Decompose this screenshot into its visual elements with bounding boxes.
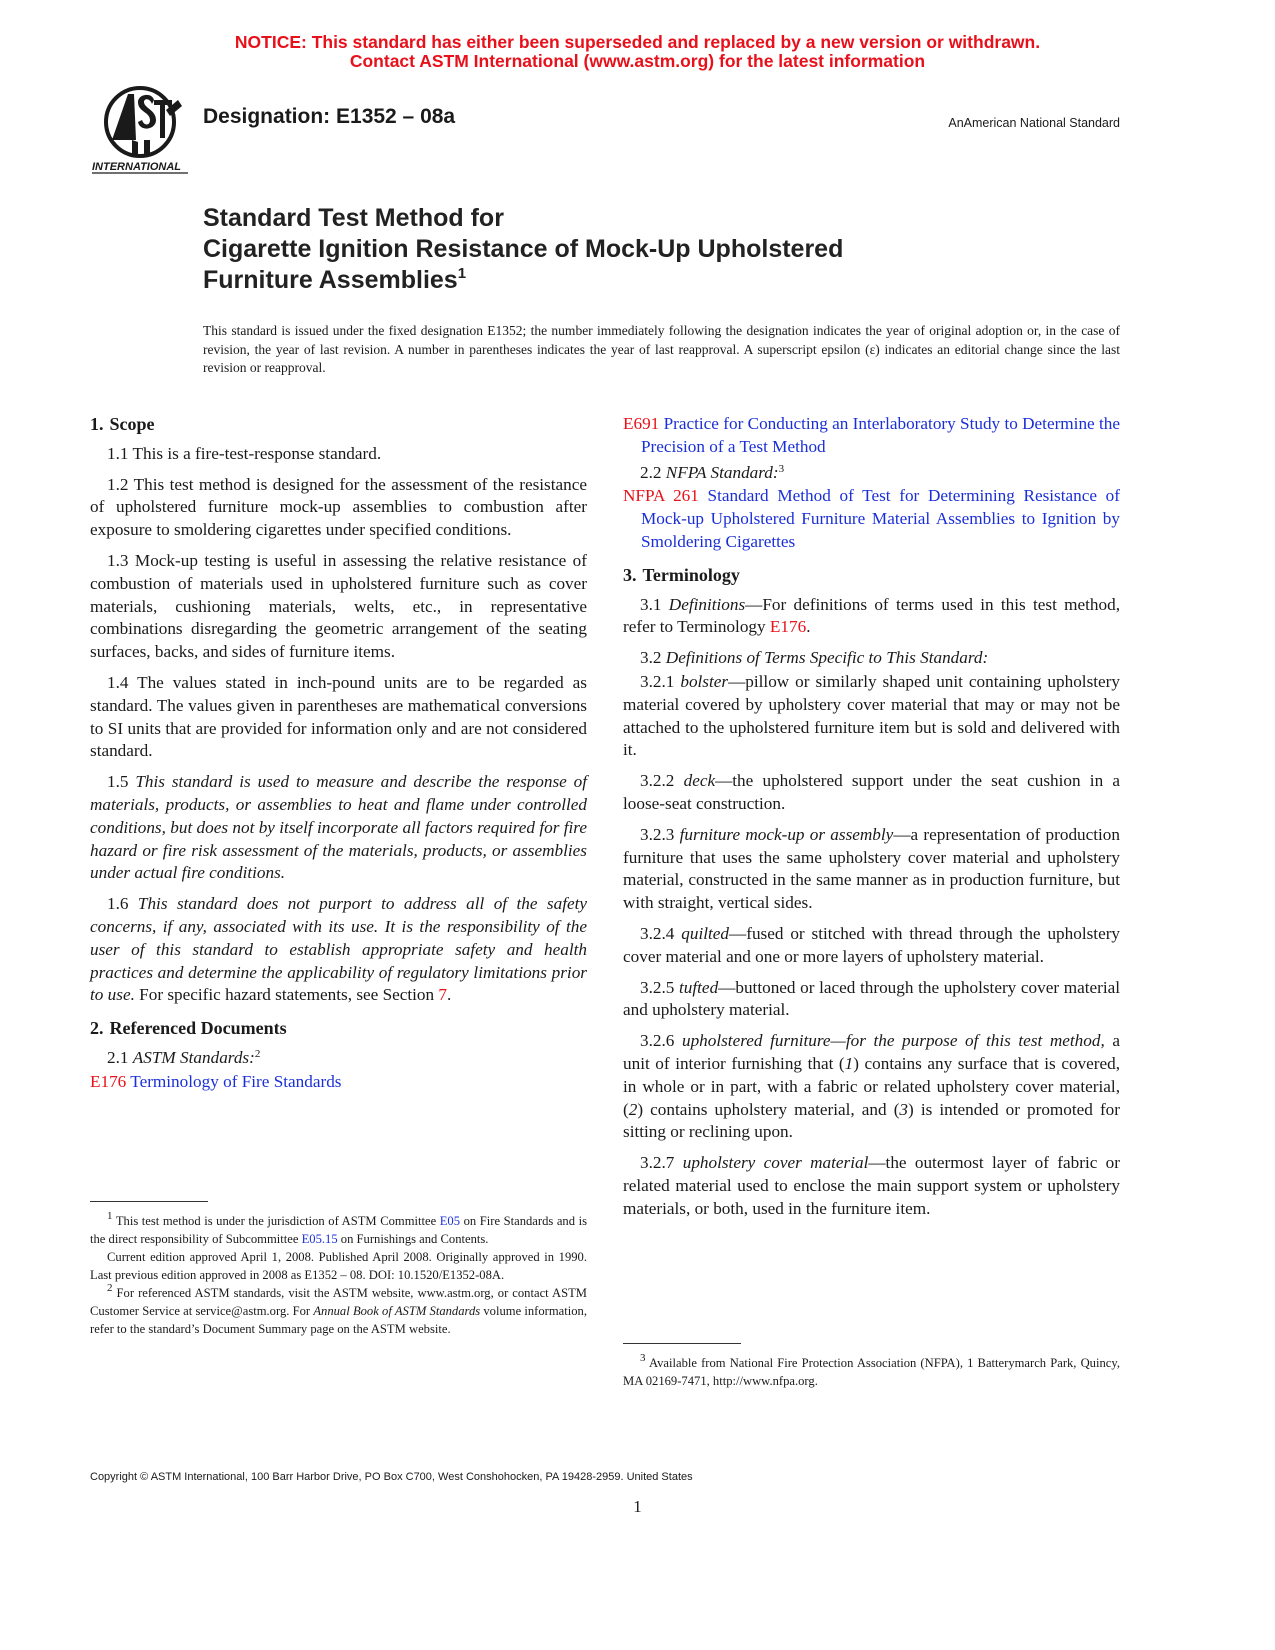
astm-logo bbox=[92, 80, 196, 180]
paragraph-3-2: 3.2 Definitions of Terms Specific to This Standard: bbox=[640, 648, 989, 668]
section-heading-scope: 1. Scope bbox=[90, 414, 155, 434]
paragraph-3-2-2: 3.2.2 deck—the upholstered support under the seat cushion in a loose-seat construction. bbox=[623, 771, 1120, 813]
e05-link[interactable]: E05 bbox=[439, 1214, 461, 1228]
reference-nfpa-261 bbox=[623, 485, 1120, 553]
issued-note: This standard is issued under the fixed designation E1352; the number immediately following the designation indicates the year of original adoption or, in the case of revision, the year of last revision. A number in parentheses indicates the year of last reapproval. A superscript epsilon (ε) indicates an editorial change since the last revision or reapproval. bbox=[203, 323, 1120, 375]
logo-international-text: INTERNATIONAL bbox=[92, 161, 182, 173]
paragraph-3-2-6: 3.2.6 upholstered furniture—for the purpose of this test method, a unit of interior furnishing that (1) contains any surface that is covered, in whole or in part, with a fabric or related upholstery cover material, (2) contains upholstery material, and (3) is intended or promoted for sitting or reclining upon. bbox=[623, 1031, 1121, 1142]
title-line-2: Cigarette Ignition Resistance of Mock-Up Upholstered bbox=[203, 235, 844, 263]
paragraph-3-2-1: 3.2.1 bolster—pillow or similarly shaped unit containing upholstery material covered by upholstery cover material that may or may not be attached to the upholstered furniture item but is sold and delivered with it. bbox=[623, 671, 1120, 760]
e691-title-link[interactable]: Practice for Conducting an Interlaboratory Study to Determine the Precision of a Test Method bbox=[641, 414, 1120, 456]
paragraph-2-1: 2.1 ASTM Standards:$^2$ bbox=[107, 1047, 261, 1067]
paragraph-3-1: 3.1 Definitions—For definitions of terms used in this test method, refer to Terminology E176. bbox=[623, 594, 1120, 637]
american-national-standard: AnAmerican National Standard bbox=[948, 116, 1120, 130]
footnote-3: $^3$ Available from National Fire Protection Association (NFPA), 1 Batterymarch Park, Quincy, MA 02169-7471, http://www.nfpa.org. bbox=[623, 1352, 1120, 1388]
section-heading-terminology: 3. Terminology bbox=[623, 564, 740, 585]
nfpa-261-link[interactable]: NFPA 261 bbox=[623, 486, 699, 506]
right-column bbox=[623, 413, 1120, 1229]
paragraph-3-2-5: 3.2.5 tufted—buttoned or laced through the upholstery cover material and upholstery material. bbox=[623, 977, 1121, 1020]
e176-term-link[interactable]: E176 bbox=[769, 617, 807, 637]
footnote-rule-right bbox=[623, 1343, 741, 1344]
footnotes-left bbox=[90, 1210, 587, 1339]
designation: Designation: E1352 – 08a bbox=[203, 105, 456, 128]
supersede-notice bbox=[0, 33, 1275, 71]
section-7-link[interactable]: 7 bbox=[438, 985, 448, 1005]
footnotes-right bbox=[623, 1352, 1120, 1391]
title-line-1: Standard Test Method for bbox=[203, 204, 504, 232]
document-title bbox=[203, 203, 1103, 296]
reference-e176 bbox=[90, 1071, 587, 1094]
e176-title-link[interactable]: Terminology of Fire Standards bbox=[126, 1071, 342, 1091]
paragraph-3-2-3: 3.2.3 furniture mock-up or assembly—a representation of production furniture that uses the same upholstery cover material and upholstery material, constructed in the same manner as in production furniture, but with straight, vertical sides. bbox=[623, 824, 1120, 913]
notice-line-1: NOTICE: This standard has either been superseded and replaced by a new version or withdrawn. bbox=[234, 32, 1041, 52]
paragraph-1-5: 1.5 This standard is used to measure and describe the response of materials, products, or assemblies to heat and flame under controlled conditions, but does not by itself incorporate all factors required for fire hazard or fire risk assessment of the materials, products, or assemblies under actual fire conditions. bbox=[90, 772, 588, 883]
e691-link[interactable]: E691 bbox=[623, 414, 660, 433]
section-heading-referenced-documents: 2. Referenced Documents bbox=[90, 1018, 287, 1039]
paragraph-3-2-7: 3.2.7 upholstery cover material—the outermost layer of fabric or related material used to enclose the main support system or upholstery materials, or both, used in the furniture item. bbox=[623, 1153, 1120, 1218]
notice-line-2: Contact ASTM International (www.astm.org) for the latest information bbox=[349, 51, 926, 71]
footnote-2: $^2$ For referenced ASTM standards, visit the ASTM website, www.astm.org, or contact ASTM Customer Service at service@astm.org. For Annual Book of ASTM Standards volume information, refer to the standard’s Document Summary page on the ASTM website. bbox=[90, 1282, 587, 1336]
nfpa-261-title-link[interactable]: Standard Method of Test for Determining Resistance of Mock-up Upholstered Furniture Material Assemblies to Ignition by Smoldering Cigarettes bbox=[641, 486, 1120, 551]
left-column bbox=[90, 413, 587, 1097]
page-number: 1 bbox=[633, 1497, 642, 1516]
reference-e691 bbox=[623, 413, 1120, 459]
title-footnote-mark: 1 bbox=[457, 265, 467, 282]
paragraph-2-2: 2.2 NFPA Standard:$^3$ bbox=[640, 462, 785, 482]
paragraph-3-2-4: 3.2.4 quilted—fused or stitched with thread through the upholstery cover material and one or more layers of upholstery material. bbox=[623, 923, 1121, 966]
title-line-3: Furniture Assemblies$^1$ bbox=[203, 265, 467, 294]
paragraph-1-3: 1.3 Mock-up testing is useful in assessing the relative resistance of combustion of materials used in upholstered furniture such as cover materials, cushioning materials, welts, etc., in representative combinations disregarding the geometric arrangement of the seating surfaces, backs, and sides of furniture items. bbox=[90, 550, 587, 662]
footnote-1-edition: Current edition approved April 1, 2008. Published April 2008. Originally approved in 1990. Last previous edition approved in 2008 as E1352 – 08. DOI: 10.1520/E1352-08A. bbox=[90, 1250, 587, 1282]
paragraph-1-2: 1.2 This test method is designed for the assessment of the resistance of upholstered furniture mock-up assemblies to combustion after exposure to smoldering cigarettes under specified conditions. bbox=[90, 474, 587, 540]
paragraph-1-4: 1.4 The values stated in inch-pound units are to be regarded as standard. The values given in parentheses are mathematical conversions to SI units that are provided for information only and are not considered standard. bbox=[90, 672, 587, 761]
footnote-rule-left bbox=[90, 1201, 208, 1202]
footnote-1: $^1$ This test method is under the jurisdiction of ASTM Committee E05 on Fire Standards and is the direct responsibility of Subcommittee E05.15 on Furnishings and Contents. bbox=[90, 1210, 587, 1246]
e176-link[interactable]: E176 bbox=[90, 1071, 127, 1091]
paragraph-1-6: 1.6 This standard does not purport to address all of the safety concerns, if any, associated with its use. It is the responsibility of the user of this standard to establish appropriate safety and health practices and determine the applicability of regulatory limitations prior to use. For specific hazard statements, see Section 7. bbox=[90, 894, 587, 1005]
e05-15-link[interactable]: E05.15 bbox=[301, 1231, 338, 1246]
paragraph-1-1: 1.1 This is a fire-test-response standard. bbox=[107, 443, 382, 463]
copyright: Copyright © ASTM International, 100 Barr Harbor Drive, PO Box C700, West Conshohocken, PA 19428-2959. United States bbox=[90, 1471, 693, 1483]
